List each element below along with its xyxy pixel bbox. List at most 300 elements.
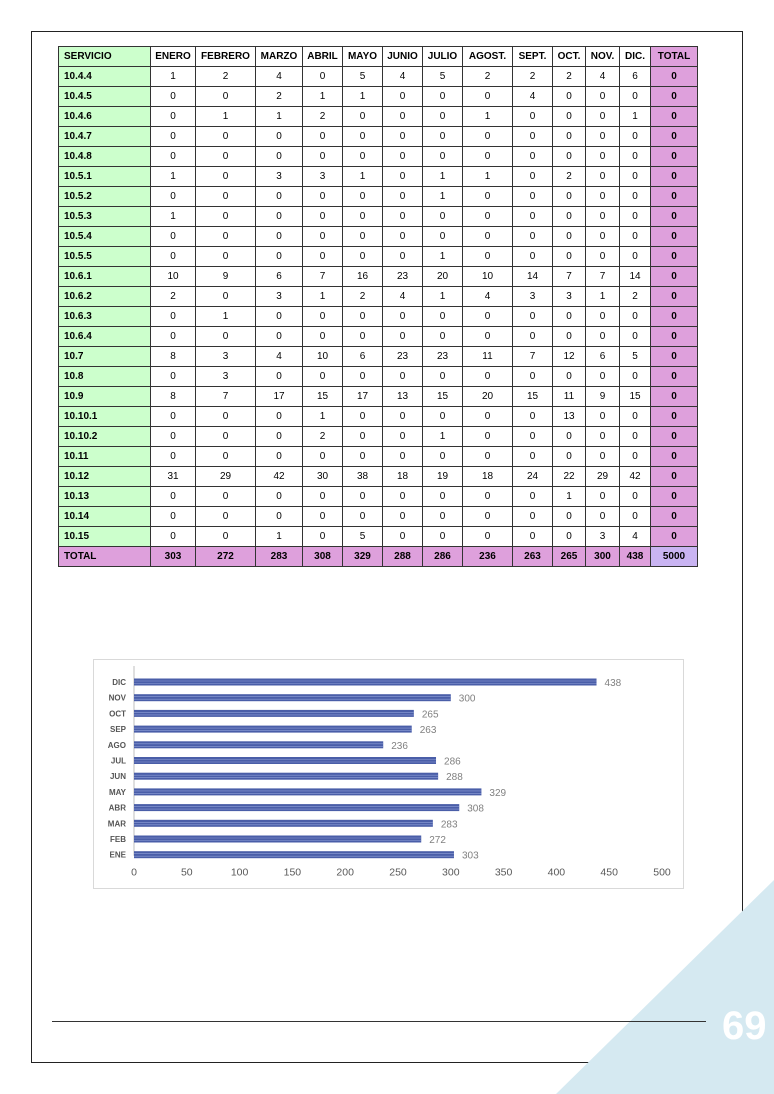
month-value-cell: 29 <box>196 467 256 487</box>
month-value-cell: 12 <box>553 347 586 367</box>
month-value-cell: 0 <box>423 487 463 507</box>
data-label: 286 <box>444 756 461 768</box>
row-total-cell: 0 <box>651 527 698 547</box>
month-value-cell: 0 <box>513 367 553 387</box>
bar <box>134 741 383 748</box>
month-value-cell: 14 <box>620 267 651 287</box>
month-value-cell: 0 <box>513 147 553 167</box>
month-value-cell: 0 <box>423 227 463 247</box>
month-value-cell: 0 <box>620 247 651 267</box>
month-value-cell: 0 <box>513 487 553 507</box>
month-value-cell: 0 <box>513 107 553 127</box>
month-value-cell: 0 <box>256 147 303 167</box>
month-value-cell: 13 <box>553 407 586 427</box>
month-value-cell: 2 <box>343 287 383 307</box>
month-value-cell: 9 <box>196 267 256 287</box>
month-value-cell: 0 <box>513 167 553 187</box>
month-value-cell: 0 <box>463 227 513 247</box>
month-value-cell: 0 <box>423 527 463 547</box>
table-row <box>59 247 698 267</box>
month-value-cell: 2 <box>303 107 343 127</box>
month-value-cell: 14 <box>513 267 553 287</box>
month-value-cell: 0 <box>196 327 256 347</box>
month-value-cell: 2 <box>256 87 303 107</box>
month-value-cell: 0 <box>620 307 651 327</box>
service-code-cell: 10.13 <box>59 487 151 507</box>
month-value-cell: 2 <box>553 67 586 87</box>
month-value-cell: 0 <box>343 327 383 347</box>
month-value-cell: 3 <box>196 347 256 367</box>
bar <box>134 679 597 686</box>
header-month: OCT. <box>553 47 586 67</box>
month-value-cell: 0 <box>423 87 463 107</box>
month-value-cell: 5 <box>620 347 651 367</box>
bar <box>134 710 414 717</box>
category-label: JUL <box>110 756 126 766</box>
month-value-cell: 0 <box>383 87 423 107</box>
month-value-cell: 0 <box>383 427 423 447</box>
data-label: 329 <box>489 787 507 799</box>
x-tick-label: 450 <box>600 866 618 879</box>
month-value-cell: 0 <box>151 527 196 547</box>
month-value-cell: 0 <box>383 167 423 187</box>
month-value-cell: 16 <box>343 267 383 287</box>
month-value-cell: 0 <box>343 487 383 507</box>
month-value-cell: 0 <box>383 527 423 547</box>
row-total-cell: 0 <box>651 227 698 247</box>
table-row <box>59 147 698 167</box>
table-row <box>59 67 698 87</box>
bar <box>134 851 454 858</box>
month-value-cell: 2 <box>303 427 343 447</box>
month-value-cell: 42 <box>620 467 651 487</box>
bar <box>134 820 433 827</box>
month-total-cell: 308 <box>303 547 343 567</box>
month-value-cell: 0 <box>196 127 256 147</box>
month-value-cell: 0 <box>303 507 343 527</box>
month-value-cell: 0 <box>553 147 586 167</box>
month-value-cell: 0 <box>586 487 620 507</box>
category-label: OCT <box>109 709 126 719</box>
month-value-cell: 0 <box>383 187 423 207</box>
data-label: 236 <box>391 740 408 752</box>
month-value-cell: 23 <box>383 347 423 367</box>
row-total-cell: 0 <box>651 247 698 267</box>
row-total-cell: 0 <box>651 187 698 207</box>
month-total-cell: 303 <box>151 547 196 567</box>
month-value-cell: 6 <box>256 267 303 287</box>
month-value-cell: 20 <box>463 387 513 407</box>
data-label: 300 <box>458 693 476 705</box>
month-value-cell: 0 <box>463 247 513 267</box>
month-value-cell: 0 <box>463 207 513 227</box>
month-value-cell: 1 <box>256 107 303 127</box>
row-total-cell: 0 <box>651 447 698 467</box>
month-value-cell: 0 <box>196 427 256 447</box>
month-value-cell: 4 <box>383 287 423 307</box>
grand-total-cell: 5000 <box>651 547 698 567</box>
month-value-cell: 0 <box>343 187 383 207</box>
month-value-cell: 0 <box>383 227 423 247</box>
month-value-cell: 4 <box>256 67 303 87</box>
month-value-cell: 15 <box>620 387 651 407</box>
month-value-cell: 42 <box>256 467 303 487</box>
month-value-cell: 1 <box>586 287 620 307</box>
header-month: JUNIO <box>383 47 423 67</box>
month-value-cell: 0 <box>586 107 620 127</box>
month-value-cell: 0 <box>196 447 256 467</box>
month-value-cell: 1 <box>151 67 196 87</box>
table-row <box>59 447 698 467</box>
month-value-cell: 0 <box>343 367 383 387</box>
table-header-row <box>59 47 698 67</box>
month-value-cell: 1 <box>303 287 343 307</box>
services-by-month-table <box>58 46 698 567</box>
header-month: ENERO <box>151 47 196 67</box>
x-tick-label: 100 <box>230 866 249 879</box>
table-row <box>59 267 698 287</box>
month-value-cell: 0 <box>553 207 586 227</box>
service-code-cell: 10.6.3 <box>59 307 151 327</box>
totals-label: TOTAL <box>59 547 151 567</box>
month-value-cell: 10 <box>151 267 196 287</box>
month-value-cell: 0 <box>151 127 196 147</box>
month-value-cell: 6 <box>586 347 620 367</box>
month-value-cell: 0 <box>151 187 196 207</box>
month-value-cell: 0 <box>151 87 196 107</box>
month-value-cell: 0 <box>620 327 651 347</box>
month-value-cell: 0 <box>586 327 620 347</box>
month-value-cell: 0 <box>303 247 343 267</box>
month-value-cell: 0 <box>620 447 651 467</box>
month-value-cell: 15 <box>303 387 343 407</box>
month-value-cell: 1 <box>463 167 513 187</box>
month-value-cell: 1 <box>620 107 651 127</box>
service-code-cell: 10.9 <box>59 387 151 407</box>
table-row <box>59 187 698 207</box>
month-value-cell: 0 <box>513 327 553 347</box>
month-value-cell: 0 <box>513 527 553 547</box>
header-month: JULIO <box>423 47 463 67</box>
month-value-cell: 0 <box>553 307 586 327</box>
month-value-cell: 0 <box>553 507 586 527</box>
month-value-cell: 15 <box>513 387 553 407</box>
month-value-cell: 0 <box>151 147 196 167</box>
table-row <box>59 507 698 527</box>
month-value-cell: 0 <box>343 247 383 267</box>
month-value-cell: 1 <box>423 247 463 267</box>
month-value-cell: 2 <box>553 167 586 187</box>
month-value-cell: 5 <box>423 67 463 87</box>
row-total-cell: 0 <box>651 487 698 507</box>
table-row <box>59 127 698 147</box>
month-value-cell: 0 <box>463 527 513 547</box>
month-value-cell: 1 <box>463 107 513 127</box>
table-row <box>59 427 698 447</box>
month-value-cell: 0 <box>256 307 303 327</box>
month-value-cell: 0 <box>423 107 463 127</box>
month-total-cell: 286 <box>423 547 463 567</box>
month-value-cell: 23 <box>383 267 423 287</box>
service-code-cell: 10.5.3 <box>59 207 151 227</box>
month-value-cell: 0 <box>383 107 423 127</box>
bar <box>134 757 436 764</box>
month-value-cell: 15 <box>423 387 463 407</box>
month-value-cell: 0 <box>303 67 343 87</box>
month-value-cell: 17 <box>256 387 303 407</box>
month-value-cell: 13 <box>383 387 423 407</box>
month-value-cell: 0 <box>383 487 423 507</box>
month-value-cell: 0 <box>586 127 620 147</box>
table-row <box>59 327 698 347</box>
month-value-cell: 2 <box>196 67 256 87</box>
month-value-cell: 2 <box>513 67 553 87</box>
service-code-cell: 10.6.2 <box>59 287 151 307</box>
data-label: 263 <box>419 725 437 737</box>
month-value-cell: 0 <box>463 407 513 427</box>
row-total-cell: 0 <box>651 167 698 187</box>
month-value-cell: 0 <box>343 227 383 247</box>
bar <box>134 804 459 811</box>
month-value-cell: 0 <box>423 327 463 347</box>
month-value-cell: 0 <box>196 247 256 267</box>
month-value-cell: 0 <box>553 227 586 247</box>
month-value-cell: 0 <box>513 427 553 447</box>
month-value-cell: 0 <box>513 247 553 267</box>
row-total-cell: 0 <box>651 207 698 227</box>
month-value-cell: 0 <box>553 327 586 347</box>
data-label: 272 <box>429 835 446 846</box>
table-row <box>59 467 698 487</box>
service-code-cell: 10.5.2 <box>59 187 151 207</box>
month-value-cell: 0 <box>620 227 651 247</box>
month-total-cell: 300 <box>586 547 620 567</box>
month-value-cell: 1 <box>553 487 586 507</box>
x-tick-label: 0 <box>131 866 137 879</box>
month-value-cell: 0 <box>196 147 256 167</box>
month-value-cell: 31 <box>151 467 196 487</box>
category-label: ABR <box>108 803 126 813</box>
bar <box>134 773 438 780</box>
table-row <box>59 227 698 247</box>
month-value-cell: 0 <box>620 87 651 107</box>
month-value-cell: 0 <box>620 187 651 207</box>
month-value-cell: 10 <box>463 267 513 287</box>
month-value-cell: 0 <box>196 287 256 307</box>
month-value-cell: 0 <box>196 227 256 247</box>
month-value-cell: 0 <box>256 127 303 147</box>
month-value-cell: 0 <box>463 487 513 507</box>
table-row <box>59 207 698 227</box>
month-value-cell: 4 <box>586 67 620 87</box>
category-label: JUN <box>109 772 126 782</box>
row-total-cell: 0 <box>651 387 698 407</box>
month-value-cell: 0 <box>586 227 620 247</box>
month-value-cell: 0 <box>303 127 343 147</box>
bar <box>134 836 421 843</box>
month-value-cell: 0 <box>553 447 586 467</box>
x-tick-label: 250 <box>389 866 407 879</box>
month-value-cell: 0 <box>303 187 343 207</box>
table-row <box>59 307 698 327</box>
header-total: TOTAL <box>651 47 698 67</box>
month-value-cell: 0 <box>586 507 620 527</box>
month-value-cell: 17 <box>343 387 383 407</box>
row-total-cell: 0 <box>651 307 698 327</box>
header-month: DIC. <box>620 47 651 67</box>
month-value-cell: 0 <box>383 127 423 147</box>
month-value-cell: 0 <box>513 127 553 147</box>
month-value-cell: 0 <box>383 307 423 327</box>
month-value-cell: 0 <box>196 87 256 107</box>
month-value-cell: 0 <box>423 507 463 527</box>
month-value-cell: 0 <box>343 127 383 147</box>
data-label: 308 <box>467 803 484 815</box>
month-value-cell: 5 <box>343 527 383 547</box>
table-row <box>59 387 698 407</box>
table-row <box>59 347 698 367</box>
month-value-cell: 0 <box>151 487 196 507</box>
month-value-cell: 0 <box>423 207 463 227</box>
month-value-cell: 0 <box>151 427 196 447</box>
month-value-cell: 4 <box>256 347 303 367</box>
service-code-cell: 10.10.1 <box>59 407 151 427</box>
month-total-cell: 283 <box>256 547 303 567</box>
row-total-cell: 0 <box>651 347 698 367</box>
month-value-cell: 0 <box>513 447 553 467</box>
month-value-cell: 0 <box>620 367 651 387</box>
month-value-cell: 0 <box>553 87 586 107</box>
month-value-cell: 7 <box>196 387 256 407</box>
month-value-cell: 38 <box>343 467 383 487</box>
month-value-cell: 0 <box>151 407 196 427</box>
month-value-cell: 2 <box>620 287 651 307</box>
month-value-cell: 0 <box>151 507 196 527</box>
month-value-cell: 0 <box>383 447 423 467</box>
monthly-totals-chart <box>93 659 684 889</box>
month-value-cell: 0 <box>513 307 553 327</box>
month-value-cell: 0 <box>586 427 620 447</box>
month-value-cell: 1 <box>151 207 196 227</box>
service-code-cell: 10.11 <box>59 447 151 467</box>
totals-row <box>59 547 698 567</box>
data-label: 283 <box>440 819 458 831</box>
month-value-cell: 0 <box>303 447 343 467</box>
month-total-cell: 272 <box>196 547 256 567</box>
month-value-cell: 0 <box>343 147 383 167</box>
category-label: AGO <box>107 740 126 750</box>
bar <box>134 726 412 733</box>
month-value-cell: 0 <box>256 207 303 227</box>
month-value-cell: 0 <box>553 107 586 127</box>
month-value-cell: 0 <box>620 487 651 507</box>
month-value-cell: 11 <box>463 347 513 367</box>
month-value-cell: 3 <box>303 167 343 187</box>
x-tick-label: 350 <box>494 866 513 879</box>
month-value-cell: 0 <box>513 187 553 207</box>
month-value-cell: 1 <box>423 287 463 307</box>
month-value-cell: 0 <box>196 527 256 547</box>
month-value-cell: 0 <box>343 407 383 427</box>
month-total-cell: 438 <box>620 547 651 567</box>
row-total-cell: 0 <box>651 67 698 87</box>
x-tick-label: 50 <box>180 866 193 879</box>
x-tick-label: 200 <box>336 866 354 879</box>
month-value-cell: 0 <box>151 227 196 247</box>
month-value-cell: 0 <box>586 367 620 387</box>
month-value-cell: 29 <box>586 467 620 487</box>
month-value-cell: 4 <box>513 87 553 107</box>
month-value-cell: 0 <box>513 507 553 527</box>
month-value-cell: 0 <box>303 207 343 227</box>
month-value-cell: 0 <box>383 507 423 527</box>
service-code-cell: 10.15 <box>59 527 151 547</box>
month-value-cell: 0 <box>620 167 651 187</box>
month-value-cell: 23 <box>423 347 463 367</box>
month-value-cell: 0 <box>196 487 256 507</box>
month-value-cell: 0 <box>343 207 383 227</box>
month-value-cell: 1 <box>423 167 463 187</box>
row-total-cell: 0 <box>651 327 698 347</box>
bar <box>134 788 481 795</box>
month-value-cell: 0 <box>196 167 256 187</box>
month-value-cell: 0 <box>303 367 343 387</box>
data-label: 438 <box>604 678 622 689</box>
month-value-cell: 1 <box>303 407 343 427</box>
month-value-cell: 2 <box>151 287 196 307</box>
service-code-cell: 10.6.4 <box>59 327 151 347</box>
service-code-cell: 10.4.5 <box>59 87 151 107</box>
category-label: FEB <box>110 835 126 844</box>
month-value-cell: 1 <box>196 307 256 327</box>
table-row <box>59 87 698 107</box>
header-month: AGOST. <box>463 47 513 67</box>
header-month: NOV. <box>586 47 620 67</box>
month-total-cell: 288 <box>383 547 423 567</box>
month-value-cell: 5 <box>343 67 383 87</box>
month-value-cell: 4 <box>383 67 423 87</box>
month-value-cell: 0 <box>303 487 343 507</box>
month-value-cell: 0 <box>383 327 423 347</box>
month-value-cell: 0 <box>151 247 196 267</box>
month-value-cell: 3 <box>256 167 303 187</box>
service-code-cell: 10.5.5 <box>59 247 151 267</box>
month-value-cell: 2 <box>463 67 513 87</box>
month-value-cell: 0 <box>303 227 343 247</box>
month-value-cell: 0 <box>463 327 513 347</box>
row-total-cell: 0 <box>651 287 698 307</box>
month-value-cell: 1 <box>423 187 463 207</box>
month-value-cell: 0 <box>151 307 196 327</box>
month-value-cell: 0 <box>463 147 513 167</box>
month-value-cell: 7 <box>303 267 343 287</box>
month-value-cell: 0 <box>513 227 553 247</box>
month-value-cell: 0 <box>586 87 620 107</box>
month-value-cell: 30 <box>303 467 343 487</box>
x-tick-label: 150 <box>283 866 302 879</box>
month-value-cell: 1 <box>303 87 343 107</box>
service-code-cell: 10.10.2 <box>59 427 151 447</box>
header-month: SEPT. <box>513 47 553 67</box>
month-total-cell: 265 <box>553 547 586 567</box>
service-code-cell: 10.12 <box>59 467 151 487</box>
x-tick-label: 500 <box>653 866 671 879</box>
month-value-cell: 0 <box>256 187 303 207</box>
x-tick-label: 400 <box>547 866 566 879</box>
bar-chart-svg <box>94 660 685 890</box>
month-value-cell: 0 <box>586 167 620 187</box>
month-value-cell: 0 <box>343 307 383 327</box>
